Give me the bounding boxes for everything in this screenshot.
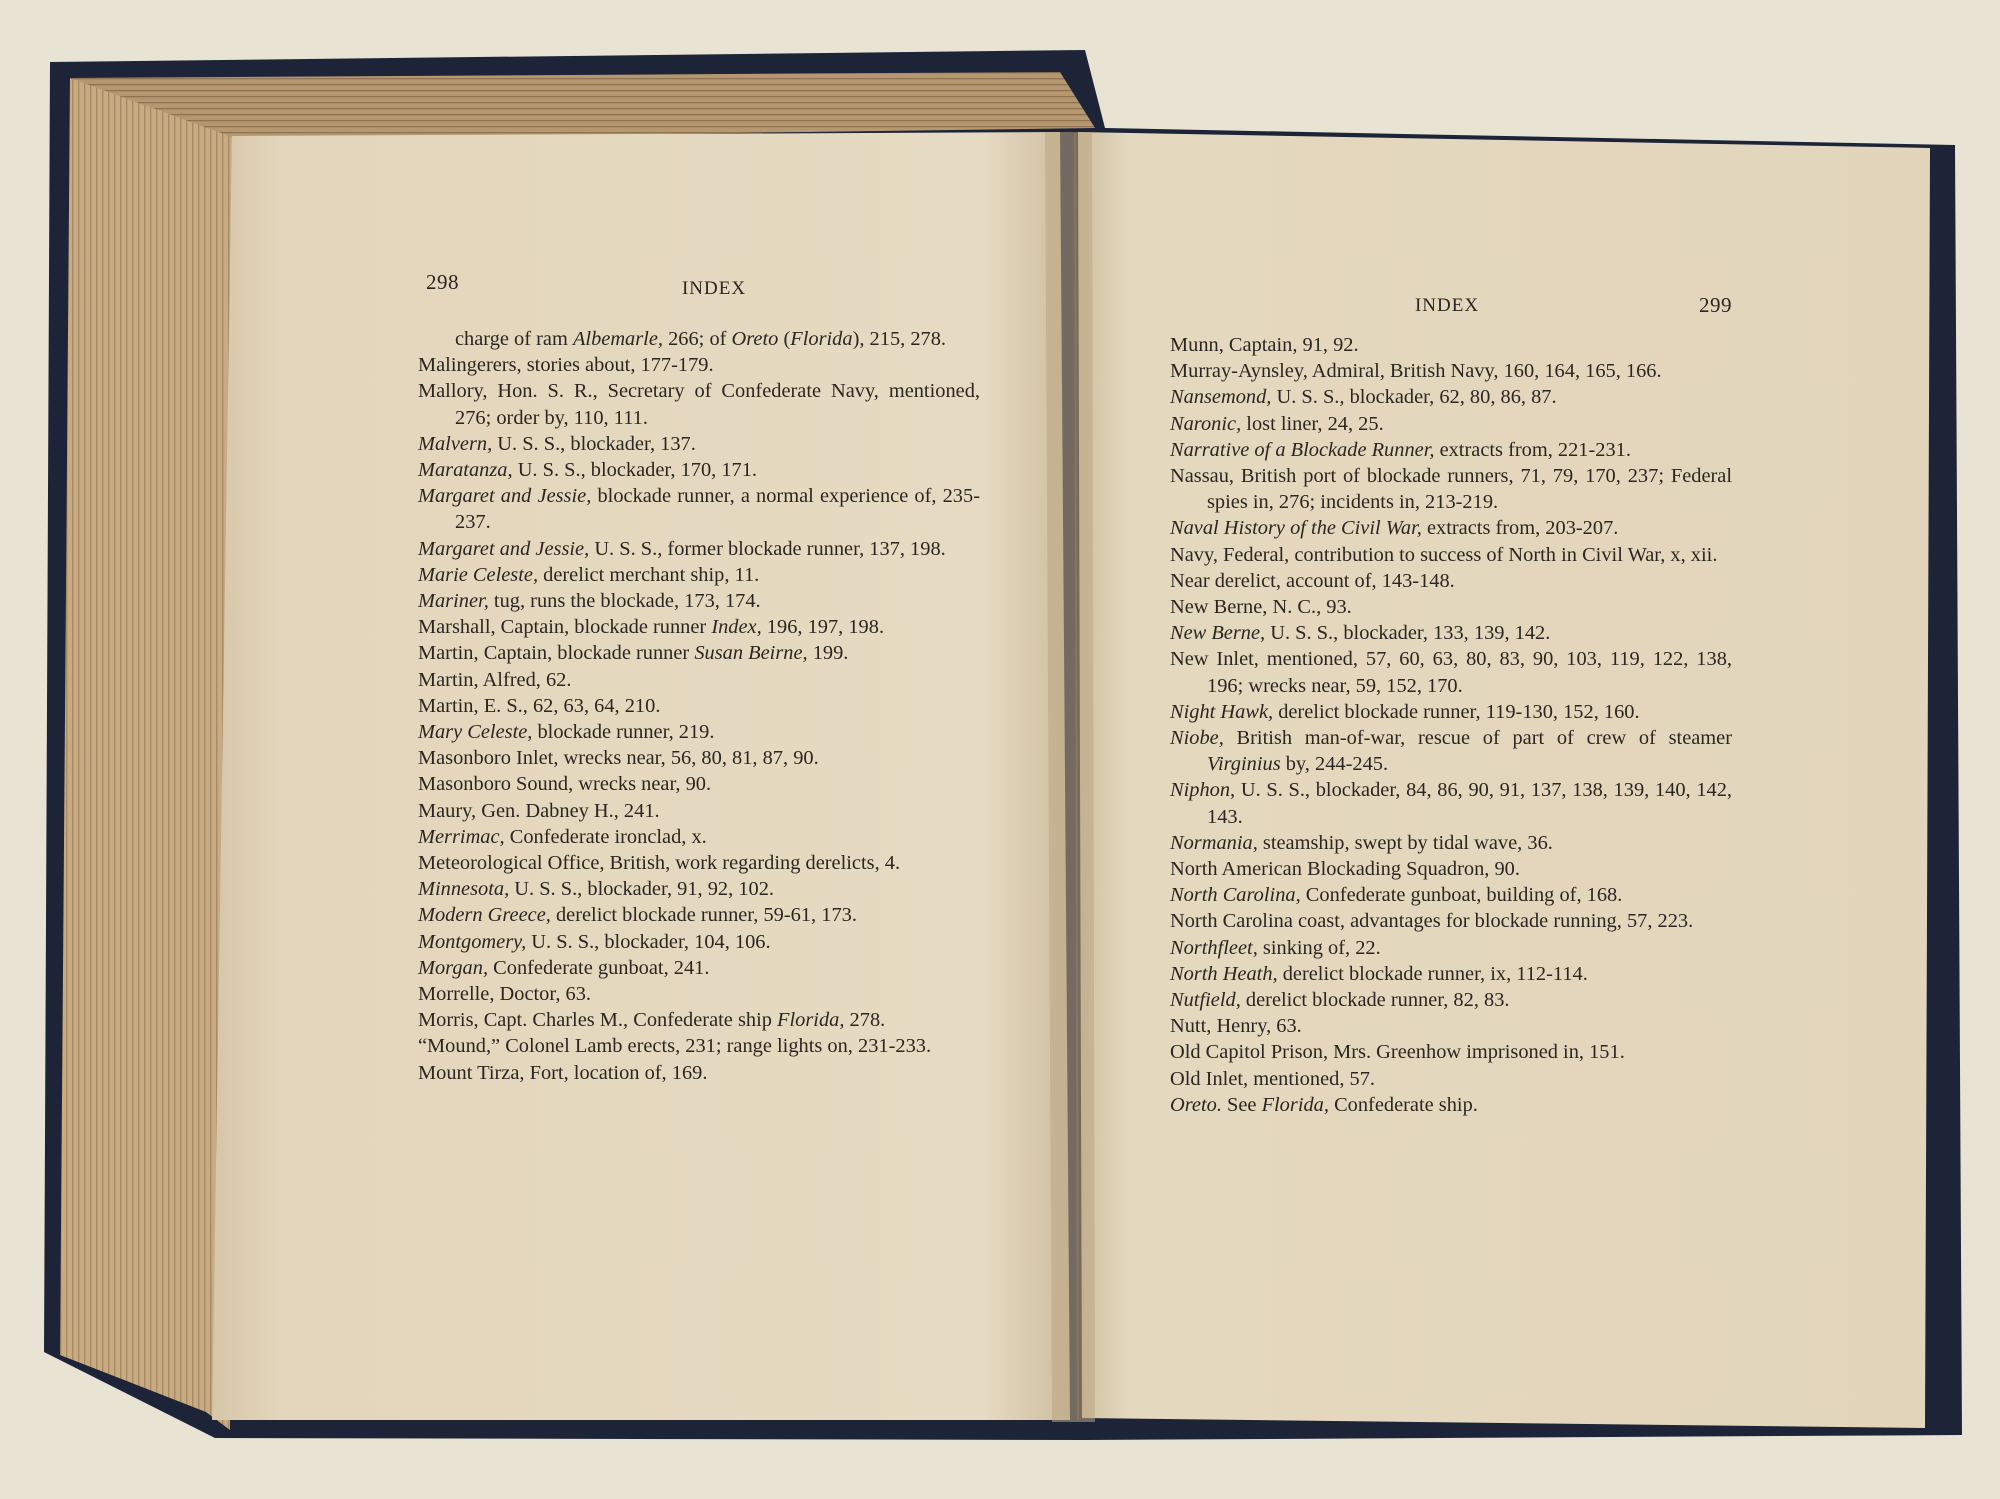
left-page-text [418,260,980,1086]
index-entry [418,352,980,378]
index-entry-text: Martin, Alfred, 62. [418,668,572,691]
index-entry-text: derelict blockade runner, ix, 112-114. [1277,962,1588,985]
index-entry [1170,1092,1732,1118]
index-entry [418,667,980,693]
index-entry-italic-text: Margaret and Jessie, [418,537,590,560]
left-running-head-title: INDEX [681,278,747,299]
index-entry-text: 278. [844,1009,886,1032]
index-entry-text: ), 215, 278. [852,328,947,350]
index-entry-text: tug, runs the blockade, 173, 174. [488,590,761,613]
index-entry [1170,358,1732,384]
right-index-list [1170,332,1732,1118]
index-entry-text: Confederate ironclad, x. [504,825,707,848]
index-entry-text: Nutt, Henry, 63. [1170,1015,1302,1038]
index-entry [418,1033,980,1059]
index-entry-text: North Carolina coast, advantages for blockade running, 57, 223. [1170,910,1694,933]
index-entry-text: 199. [807,642,849,665]
index-entry-italic-text: Nansemond, [1170,386,1272,409]
index-entry-italic-text: Florida [790,328,853,350]
index-entry-text: ( [778,328,791,350]
index-entry-text: blockade runner, a normal experience of, 235-237. [455,485,980,534]
index-entry [418,745,980,771]
index-entry [1170,1066,1732,1092]
index-entry-italic-text: Montgomery, [418,930,527,953]
index-entry-italic-text: Naronic, [1170,412,1242,435]
index-entry [1170,437,1732,463]
index-entry [1170,1013,1732,1039]
index-entry [418,955,980,981]
index-entry-text: extracts from, 203-207. [1421,517,1619,540]
index-entry-italic-text: North Heath, [1170,962,1278,985]
index-entry-text: derelict blockade runner, 82, 83. [1240,989,1510,1012]
left-index-list [418,326,980,1086]
index-entry-text: U. S. S., blockader, 84, 86, 90, 91, 137, 138, 139, 140, 142, 143. [1207,779,1732,828]
index-entry [1170,515,1732,541]
index-entry-italic-text: Merrimac, [418,825,505,848]
index-entry-text: blockade runner, 219. [532,721,715,744]
index-entry-text: Martin, Captain, blockade runner [418,642,695,665]
index-entry [1170,699,1732,725]
right-page-number: 299 [1699,293,1732,317]
index-entry-italic-text: Maratanza, [418,459,513,482]
index-entry [418,588,980,614]
index-entry [418,981,980,1007]
index-entry [418,326,980,352]
index-entry [1170,568,1732,594]
index-entry-text: “Mound,” Colonel Lamb erects, 231; range lights on, 231-233. [418,1035,932,1058]
index-entry-italic-text: Nutfield, [1170,989,1241,1012]
index-entry-text: Martin, E. S., 62, 63, 64, 210. [418,694,661,717]
index-entry-italic-text: Florida, [1261,1093,1329,1116]
index-entry [1170,1039,1732,1065]
index-entry [418,798,980,824]
index-entry-text: Old Capitol Prison, Mrs. Greenhow imprisoned in, 151. [1170,1041,1625,1064]
index-entry [418,771,980,797]
index-entry-text: steamship, swept by tidal wave, 36. [1257,831,1553,854]
index-entry-text: Mallory, Hon. S. R., Secretary of Confederate Navy, mentioned, 276; order by, 110, 111. [418,380,980,429]
index-entry-text: 196, 197, 198. [761,616,885,639]
index-entry [1170,987,1732,1013]
index-entry-text: 266; of [663,328,732,350]
index-entry-text: charge of ram [455,328,573,350]
index-entry-text: Mount Tirza, Fort, location of, 169. [418,1061,708,1084]
index-entry [1170,620,1732,646]
index-entry-italic-text: Naval History of the Civil War, [1170,517,1422,540]
index-entry-italic-text: Marie Celeste, [418,563,539,586]
index-entry-italic-text: Albemarle, [572,328,663,350]
index-entry-italic-text: Index, [711,616,762,639]
index-entry-text: British man-of-war, rescue of part of crew of steamer [1223,727,1732,750]
index-entry [418,824,980,850]
index-entry-italic-text: Virginius [1207,753,1281,776]
index-entry-text: Navy, Federal, contribution to success of North in Civil War, x, xii. [1170,543,1718,566]
index-entry-italic-text: Oreto. [1170,1093,1222,1116]
index-entry [418,1007,980,1033]
index-entry-italic-text: Susan Beirne, [694,642,808,665]
index-entry-italic-text: Modern Greece, [418,904,551,927]
index-entry-text: U. S. S., blockader, 91, 92, 102. [509,878,774,901]
index-entry-text: lost liner, 24, 25. [1241,412,1384,435]
page-block-top-edge [72,72,1095,140]
index-entry-text: Masonboro Sound, wrecks near, 90. [418,773,712,796]
index-entry-text: Confederate gunboat, 241. [488,956,710,979]
index-entry-text: See [1221,1093,1262,1116]
gutter-shadow [1045,132,1095,1422]
index-entry-text: Murray-Aynsley, Admiral, British Navy, 160, 164, 165, 166. [1170,360,1662,383]
index-entry-text: Munn, Captain, 91, 92. [1170,334,1359,356]
index-entry-text: Maury, Gen. Dabney H., 241. [418,799,660,822]
index-entry-text: U. S. S., former blockade runner, 137, 198. [589,537,946,560]
left-running-head [418,260,980,299]
index-entry-text: Marshall, Captain, blockade runner [418,616,712,639]
index-entry-italic-text: North Carolina, [1170,884,1301,907]
index-entry [1170,882,1732,908]
index-entry-italic-text: Normania, [1170,831,1258,854]
index-entry-italic-text: Northfleet, [1170,936,1258,959]
index-entry-text: Old Inlet, mentioned, 57. [1170,1067,1376,1090]
index-entry [418,536,980,562]
index-entry-text: derelict blockade runner, 119-130, 152, 160. [1273,700,1640,723]
index-entry-italic-text: Niphon, [1170,779,1236,802]
index-entry-text: New Berne, N. C., 93. [1170,596,1352,619]
index-entry [418,378,980,430]
index-entry [418,562,980,588]
index-entry-text: derelict blockade runner, 59-61, 173. [550,904,857,927]
index-entry-italic-text: Niobe, [1170,727,1224,750]
right-running-head-title: INDEX [1414,295,1480,316]
index-entry-text: U. S. S., blockader, 133, 139, 142. [1265,622,1551,645]
index-entry [1170,384,1732,410]
index-entry-text: by, 244-245. [1280,753,1389,776]
index-entry [1170,908,1732,934]
index-entry-text: Malingerers, stories about, 177-179. [418,354,714,377]
page-block-side-edge [60,78,235,1430]
index-entry [1170,594,1732,620]
index-entry-text: U. S. S., blockader, 137. [492,432,696,455]
index-entry-text: New Inlet, mentioned, 57, 60, 63, 80, 83, 90, 103, 119, 122, 138, 196; wrecks near, 59, 152, 170. [1170,648,1732,697]
index-entry [1170,542,1732,568]
index-entry-italic-text: Minnesota, [418,878,510,901]
index-entry-text: sinking of, 22. [1257,936,1381,959]
index-entry [418,902,980,928]
index-entry [1170,332,1732,358]
index-entry [1170,646,1732,698]
index-entry [418,850,980,876]
index-entry-text: Confederate ship. [1328,1093,1478,1116]
index-entry-text: Near derelict, account of, 143-148. [1170,569,1455,592]
index-entry-italic-text: Mary Celeste, [418,721,533,744]
index-entry [418,614,980,640]
index-entry [1170,725,1732,777]
index-entry-italic-text: Oreto [731,328,779,350]
index-entry [418,876,980,902]
left-page-number: 298 [426,270,459,294]
index-entry-italic-text: Narrative of a Blockade Runner, [1170,438,1435,461]
index-entry [418,719,980,745]
index-entry [1170,935,1732,961]
index-entry [1170,411,1732,437]
index-entry-italic-text: Morgan, [418,956,489,979]
index-entry [418,457,980,483]
index-entry-text: U. S. S., blockader, 62, 80, 86, 87. [1271,386,1557,409]
index-entry [418,640,980,666]
index-entry-text: U. S. S., blockader, 104, 106. [526,930,771,953]
index-entry [418,693,980,719]
index-entry-text: Morrelle, Doctor, 63. [418,983,592,1006]
index-entry-text: Nassau, British port of blockade runners, 71, 79, 170, 237; Federal spies in, 276; incidents in, 213-219. [1170,465,1732,514]
right-running-head [1170,288,1732,324]
index-entry-text: U. S. S., blockader, 170, 171. [512,459,758,482]
index-entry-italic-text: Night Hawk, [1170,700,1274,723]
index-entry [1170,830,1732,856]
index-entry-text: North American Blockading Squadron, 90. [1170,858,1520,881]
index-entry [1170,961,1732,987]
index-entry-text: Confederate gunboat, building of, 168. [1300,884,1623,907]
index-entry [1170,777,1732,829]
index-entry-italic-text: New Berne, [1170,622,1266,645]
index-entry-text: Meteorological Office, British, work regarding derelicts, 4. [418,852,901,875]
index-entry-italic-text: Mariner, [418,590,489,613]
index-entry [418,929,980,955]
index-entry [418,431,980,457]
index-entry-text: extracts from, 221-231. [1434,438,1631,461]
index-entry-italic-text: Florida, [777,1009,845,1032]
index-entry-text: derelict merchant ship, 11. [538,563,760,586]
index-entry [1170,856,1732,882]
index-entry-italic-text: Malvern, [418,432,493,455]
index-entry [418,1060,980,1086]
index-entry-text: Masonboro Inlet, wrecks near, 56, 80, 81, 87, 90. [418,747,819,770]
index-entry [418,483,980,535]
index-entry-text: Morris, Capt. Charles M., Confederate ship [418,1009,778,1032]
index-entry-italic-text: Margaret and Jessie, [418,485,592,508]
index-entry [1170,463,1732,515]
right-page-text [1170,288,1732,1118]
